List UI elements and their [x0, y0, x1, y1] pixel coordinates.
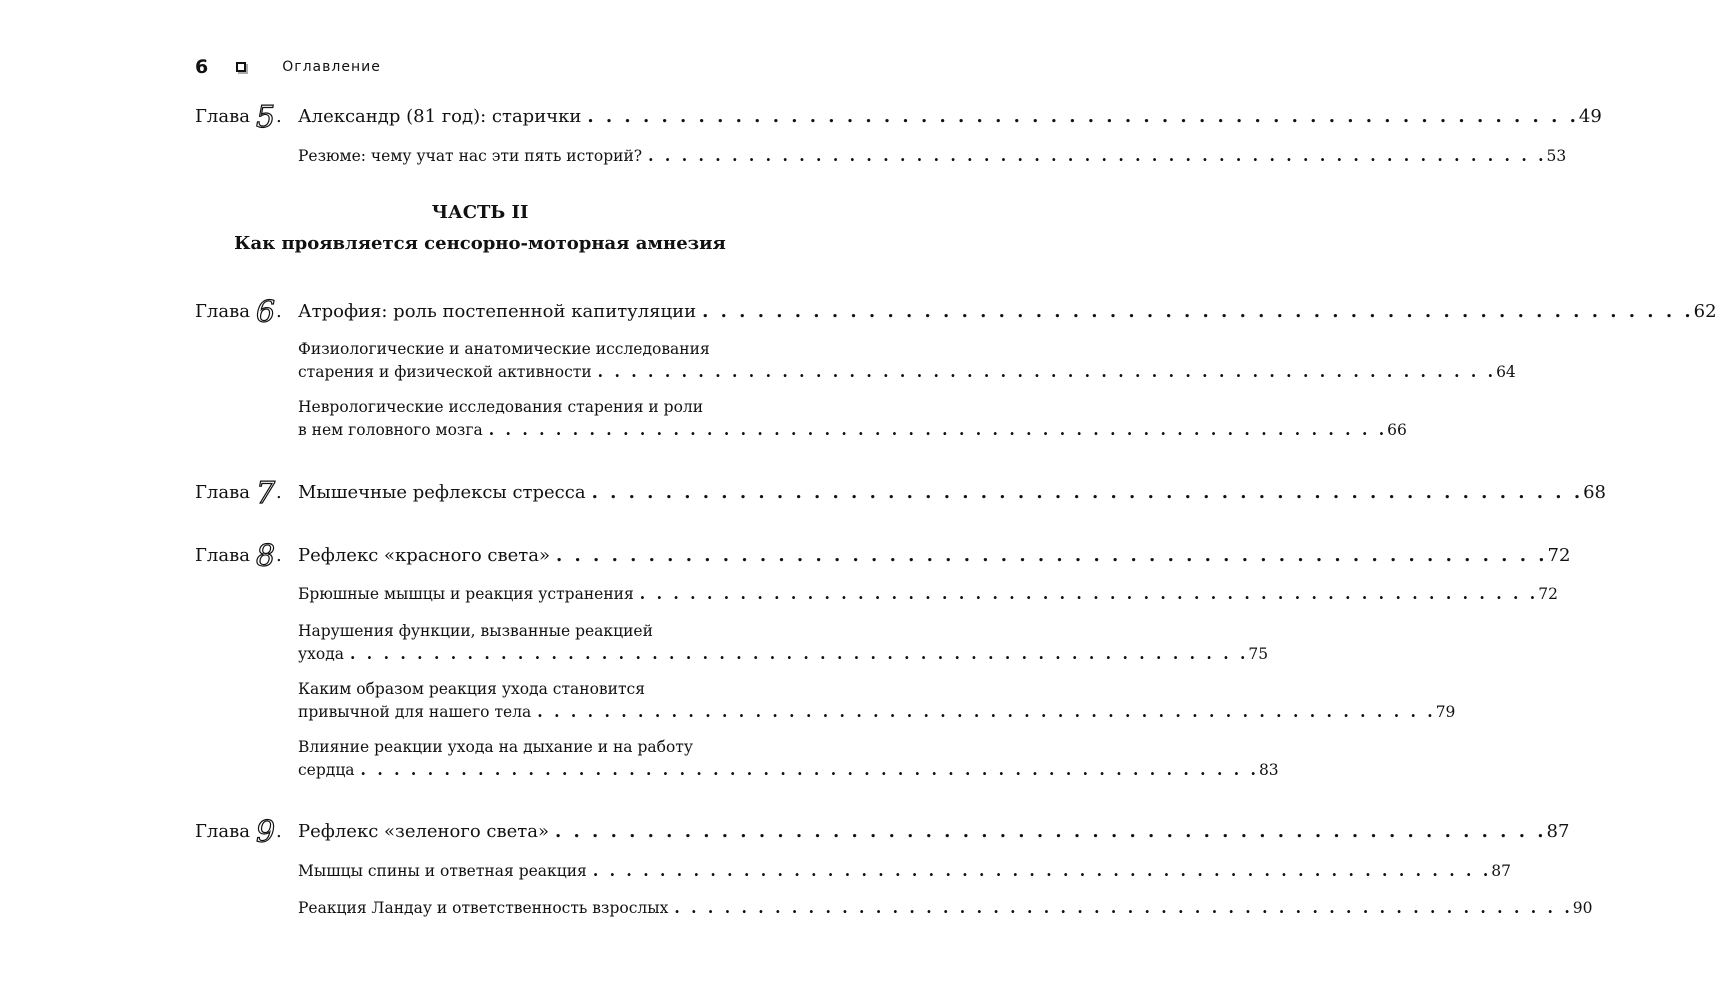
- dot-leader: . . . . . . . . . . . . . . . . . . . . . . . . . . . . . . . . . . . . . . . . . . . . . . . . . . . . . .: [537, 702, 1436, 721]
- toc-entry-chapter-8[interactable]: Глава 8 . Рефлекс «красного света» . . . . . . . . . . . . . . . . . . . . . . . . . . . . . . . . . . . . . . . . . . . . . . . . . . . . . . 72: [195, 539, 1571, 574]
- page-ref: 53: [1546, 147, 1567, 165]
- section-title-line2: старения и физической активности: [298, 363, 592, 381]
- page-ref: 66: [1387, 421, 1407, 439]
- page-ref: 87: [1546, 821, 1570, 842]
- page-ref: 49: [1578, 106, 1602, 127]
- page-ref: 90: [1572, 899, 1593, 917]
- section-title-line1: Каким образом реакция ухода становится: [298, 680, 646, 698]
- page-ref: 75: [1248, 645, 1269, 663]
- dot-leader: . . . . . . . . . . . . . . . . . . . . . . . . . . . . . . . . . . . . . . . . . . . . . . . . . . . . . .: [587, 106, 1579, 127]
- dot-leader: . . . . . . . . . . . . . . . . . . . . . . . . . . . . . . . . . . . . . . . . . . . . . . . . . . . . . .: [597, 362, 1497, 381]
- toc-entry-chapter-7[interactable]: Глава 7 . Мышечные рефлексы стресса . . . . . . . . . . . . . . . . . . . . . . . . . . . . . . . . . . . . . . . . . . . . . . . . . . . . . . 68: [195, 476, 1607, 511]
- chapter-number: 5: [256, 100, 276, 135]
- chapter-title: Рефлекс «красного света»: [298, 545, 550, 566]
- toc-entry-chapter-5[interactable]: Глава 5 . Александр (81 год): старички . . . . . . . . . . . . . . . . . . . . . . . . . . . . . . . . . . . . . . . . . . . . . . . . . . . . . . 49: [195, 100, 1602, 135]
- chapter-label: Глава: [195, 482, 250, 503]
- chapter-number: 9: [256, 815, 276, 850]
- section-title: Брюшные мышцы и реакция устранения: [298, 585, 634, 603]
- page-ref: 87: [1491, 862, 1511, 880]
- chapter-label: Глава: [195, 106, 250, 127]
- dot-leader: . . . . . . . . . . . . . . . . . . . . . . . . . . . . . . . . . . . . . . . . . . . . . . . . . . . . . .: [648, 146, 1547, 165]
- part-subtitle: Как проявляется сенсорно-моторная амнезия: [234, 233, 726, 254]
- section-title-line1: Влияние реакции ухода на дыхание и на работу: [298, 738, 693, 756]
- page-ref: 64: [1496, 363, 1516, 381]
- dot-leader: . . . . . . . . . . . . . . . . . . . . . . . . . . . . . . . . . . . . . . . . . . . . . . . . . . . . . .: [488, 420, 1388, 439]
- dot-leader: . . . . . . . . . . . . . . . . . . . . . . . . . . . . . . . . . . . . . . . . . . . . . . . . . . . . . .: [554, 821, 1547, 842]
- page-ref: 72: [1547, 545, 1571, 566]
- chapter-label: Глава: [195, 545, 250, 566]
- page-ref: 68: [1583, 482, 1607, 503]
- page-number: 6: [195, 56, 209, 78]
- chapter-title: Александр (81 год): старички: [298, 106, 582, 127]
- section-title-line2: ухода: [298, 645, 344, 663]
- chapter-number: 7: [256, 476, 276, 511]
- square-bullet-icon: [236, 62, 246, 72]
- page-ref: 79: [1435, 703, 1456, 721]
- chapter-number: 8: [256, 539, 276, 574]
- dot-leader: . . . . . . . . . . . . . . . . . . . . . . . . . . . . . . . . . . . . . . . . . . . . . . . . . . . . . .: [639, 584, 1539, 603]
- section-title: Реакция Ландау и ответственность взрослых: [298, 899, 669, 917]
- toc-entry-chapter-9[interactable]: Глава 9 . Рефлекс «зеленого света» . . . . . . . . . . . . . . . . . . . . . . . . . . . . . . . . . . . . . . . . . . . . . . . . . . . . . . 87: [195, 815, 1570, 850]
- dot-leader: . . . . . . . . . . . . . . . . . . . . . . . . . . . . . . . . . . . . . . . . . . . . . . . . . . . . . .: [349, 644, 1249, 663]
- page-ref: 62: [1693, 301, 1717, 322]
- section-title-line2: сердца: [298, 761, 355, 779]
- toc-entry-chapter-6[interactable]: Глава 6 . Атрофия: роль постепенной капитуляции . . . . . . . . . . . . . . . . . . . . . . . . . . . . . . . . . . . . . . . . . . . . . . . . . . . . . . 62: [195, 295, 1717, 330]
- section-title-line1: Физиологические и анатомические исследования: [298, 340, 710, 358]
- page-ref: 72: [1538, 585, 1558, 603]
- running-title: Оглавление: [282, 59, 381, 75]
- section-title: Резюме: чему учат нас эти пять историй?: [298, 147, 643, 165]
- chapter-title: Рефлекс «зеленого света»: [298, 821, 549, 842]
- dot-leader: . . . . . . . . . . . . . . . . . . . . . . . . . . . . . . . . . . . . . . . . . . . . . . . . . . . . . .: [592, 861, 1492, 880]
- chapter-title: Атрофия: роль постепенной капитуляции: [298, 301, 697, 322]
- dot-leader: . . . . . . . . . . . . . . . . . . . . . . . . . . . . . . . . . . . . . . . . . . . . . . . . . . . . . .: [702, 301, 1694, 322]
- running-header: [195, 56, 381, 78]
- section-title: Мышцы спины и ответная реакция: [298, 862, 587, 880]
- dot-leader: . . . . . . . . . . . . . . . . . . . . . . . . . . . . . . . . . . . . . . . . . . . . . . . . . . . . . .: [591, 482, 1584, 503]
- chapter-number: 6: [256, 295, 276, 330]
- page-ref: 83: [1258, 761, 1279, 779]
- section-title-line1: Нарушения функции, вызванные реакцией: [298, 622, 653, 640]
- dot-leader: . . . . . . . . . . . . . . . . . . . . . . . . . . . . . . . . . . . . . . . . . . . . . . . . . . . . . .: [674, 898, 1573, 917]
- dot-leader: . . . . . . . . . . . . . . . . . . . . . . . . . . . . . . . . . . . . . . . . . . . . . . . . . . . . . .: [555, 545, 1548, 566]
- chapter-label: Глава: [195, 301, 250, 322]
- chapter-label: Глава: [195, 821, 250, 842]
- part-heading: ЧАСТЬ II: [431, 202, 529, 223]
- section-title-line2: привычной для нашего тела: [298, 703, 532, 721]
- chapter-title: Мышечные рефлексы стресса: [298, 482, 586, 503]
- section-title-line1: Неврологические исследования старения и роли: [298, 398, 704, 416]
- dot-leader: . . . . . . . . . . . . . . . . . . . . . . . . . . . . . . . . . . . . . . . . . . . . . . . . . . . . . .: [360, 760, 1259, 779]
- section-title-line2: в нем головного мозга: [298, 421, 483, 439]
